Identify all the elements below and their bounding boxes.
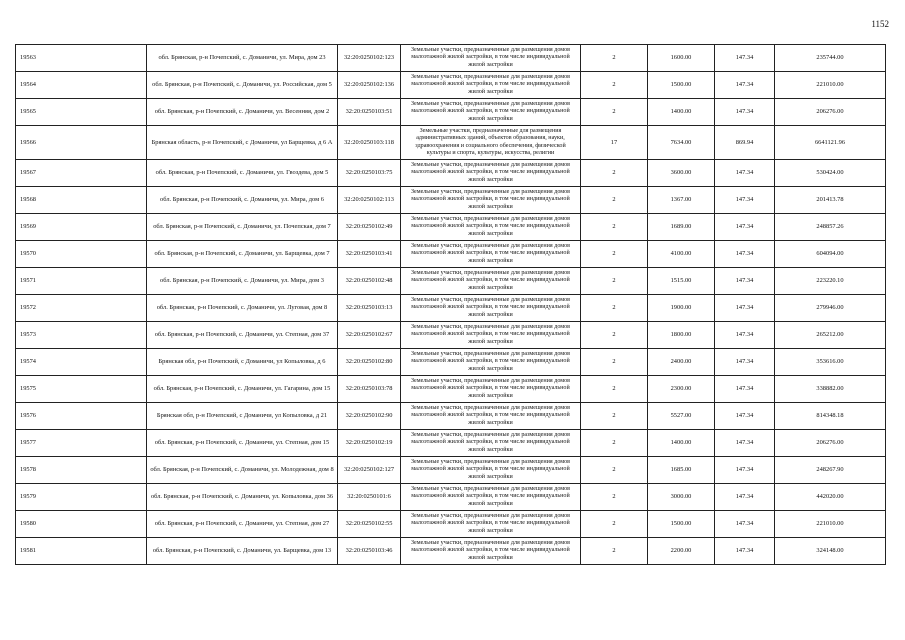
rate-cell: 147.34 [715, 457, 775, 484]
area-cell: 1500.00 [648, 511, 715, 538]
area-cell: 2200.00 [648, 538, 715, 565]
group-cell: 2 [581, 99, 648, 126]
table-row [16, 214, 886, 241]
cadastral-number-cell: 32:20:0250102:127 [338, 457, 401, 484]
area-cell: 3600.00 [648, 160, 715, 187]
cadastral-number-cell: 32:20:0250103:41 [338, 241, 401, 268]
cadastral-number-cell: 32:20:0250103:78 [338, 376, 401, 403]
group-cell: 2 [581, 376, 648, 403]
cadastral-number-cell: 32:20:0250101:6 [338, 484, 401, 511]
land-use-cell: Земельные участки, предназначенные для размещения домов малоэтажной жилой застройки, в том числе индивидуальной жилой застройки [401, 160, 581, 187]
table-row [16, 99, 886, 126]
group-cell: 2 [581, 160, 648, 187]
cadastral-value-cell: 324148.00 [775, 538, 886, 565]
group-cell: 2 [581, 295, 648, 322]
address-cell: обл. Брянская, р-н Почепский, с. Доманичи, ул. Луговая, дом 8 [147, 295, 338, 322]
cadastral-value-cell: 206276.00 [775, 99, 886, 126]
address-cell: обл. Брянская, р-н Почепский, с. Доманичи, ул. Почепская, дом 7 [147, 214, 338, 241]
group-cell: 2 [581, 538, 648, 565]
table-row [16, 403, 886, 430]
cadastral-value-cell: 235744.00 [775, 45, 886, 72]
land-use-cell: Земельные участки, предназначенные для размещения домов малоэтажной жилой застройки, в том числе индивидуальной жилой застройки [401, 187, 581, 214]
cadastral-number-cell: 32:20:0250102:55 [338, 511, 401, 538]
cadastral-value-cell: 223220.10 [775, 268, 886, 295]
group-cell: 2 [581, 72, 648, 99]
row-number-cell: 19564 [16, 72, 147, 99]
address-cell: обл. Брянская, р-н Почепский, с. Доманичи, ул. Мира, дом 23 [147, 45, 338, 72]
cadastral-value-cell: 530424.00 [775, 160, 886, 187]
rate-cell: 147.34 [715, 430, 775, 457]
cadastral-number-cell: 32:20:0250103:118 [338, 126, 401, 160]
address-cell: Брянская обл, р-н Почепский, с Доманичи, ул Копыловка, д 6 [147, 349, 338, 376]
rate-cell: 869.94 [715, 126, 775, 160]
table-row [16, 295, 886, 322]
rate-cell: 147.34 [715, 268, 775, 295]
table-row [16, 160, 886, 187]
cadastral-number-cell: 32:20:0250103:51 [338, 99, 401, 126]
group-cell: 2 [581, 484, 648, 511]
table-row [16, 126, 886, 160]
cadastral-value-cell: 442020.00 [775, 484, 886, 511]
land-use-cell: Земельные участки, предназначенные для размещения домов малоэтажной жилой застройки, в том числе индивидуальной жилой застройки [401, 45, 581, 72]
area-cell: 1900.00 [648, 295, 715, 322]
group-cell: 2 [581, 511, 648, 538]
group-cell: 2 [581, 45, 648, 72]
cadastral-number-cell: 32:20:0250103:75 [338, 160, 401, 187]
address-cell: обл. Брянская, р-н Почепский, с. Доманичи, ул. Мира, дом 3 [147, 268, 338, 295]
cadastral-number-cell: 32:20:0250102:48 [338, 268, 401, 295]
area-cell: 2400.00 [648, 349, 715, 376]
row-number-cell: 19565 [16, 99, 147, 126]
cadastral-value-cell: 814348.18 [775, 403, 886, 430]
area-cell: 5527.00 [648, 403, 715, 430]
cadastral-number-cell: 32:20:0250102:80 [338, 349, 401, 376]
cadastral-number-cell: 32:20:0250102:49 [338, 214, 401, 241]
table-row [16, 538, 886, 565]
area-cell: 1500.00 [648, 72, 715, 99]
address-cell: обл. Брянская, р-н Почепский, с. Доманичи, ул. Гагарина, дом 15 [147, 376, 338, 403]
rate-cell: 147.34 [715, 187, 775, 214]
row-number-cell: 19575 [16, 376, 147, 403]
area-cell: 1400.00 [648, 99, 715, 126]
cadastral-number-cell: 32:20:0250102:113 [338, 187, 401, 214]
address-cell: обл. Брянская, р-н Почепский, с. Доманичи, ул. Копыловка, дом 36 [147, 484, 338, 511]
table-row [16, 457, 886, 484]
address-cell: обл. Брянская, р-н Почепский, с. Доманичи, ул. Барщевка, дом 13 [147, 538, 338, 565]
area-cell: 4100.00 [648, 241, 715, 268]
row-number-cell: 19579 [16, 484, 147, 511]
rate-cell: 147.34 [715, 99, 775, 126]
group-cell: 2 [581, 403, 648, 430]
rate-cell: 147.34 [715, 538, 775, 565]
table-row [16, 187, 886, 214]
area-cell: 1367.00 [648, 187, 715, 214]
cadastral-value-cell: 353616.00 [775, 349, 886, 376]
area-cell: 1515.00 [648, 268, 715, 295]
land-use-cell: Земельные участки, предназначенные для размещения домов малоэтажной жилой застройки, в том числе индивидуальной жилой застройки [401, 457, 581, 484]
address-cell: обл. Брянская, р-н Почепский, с. Доманичи, ул. Барщевка, дом 7 [147, 241, 338, 268]
address-cell: обл. Брянская, р-н Почепский, с. Доманичи, ул. Гвоздева, дом 5 [147, 160, 338, 187]
group-cell: 2 [581, 241, 648, 268]
rate-cell: 147.34 [715, 349, 775, 376]
page-number: 1152 [871, 19, 889, 29]
land-use-cell: Земельные участки, предназначенные для размещения домов малоэтажной жилой застройки, в том числе индивидуальной жилой застройки [401, 295, 581, 322]
row-number-cell: 19569 [16, 214, 147, 241]
rate-cell: 147.34 [715, 403, 775, 430]
area-cell: 2300.00 [648, 376, 715, 403]
rate-cell: 147.34 [715, 484, 775, 511]
cadastral-value-cell: 221010.00 [775, 72, 886, 99]
table-row [16, 511, 886, 538]
row-number-cell: 19566 [16, 126, 147, 160]
land-use-cell: Земельные участки, предназначенные для размещения домов малоэтажной жилой застройки, в том числе индивидуальной жилой застройки [401, 99, 581, 126]
land-use-cell: Земельные участки, предназначенные для размещения домов малоэтажной жилой застройки, в том числе индивидуальной жилой застройки [401, 511, 581, 538]
land-use-cell: Земельные участки, предназначенные для размещения домов малоэтажной жилой застройки, в том числе индивидуальной жилой застройки [401, 349, 581, 376]
group-cell: 2 [581, 349, 648, 376]
row-number-cell: 19570 [16, 241, 147, 268]
group-cell: 2 [581, 430, 648, 457]
address-cell: обл. Брянская, р-н Почепский, с. Доманичи, ул. Степная, дом 37 [147, 322, 338, 349]
cadastral-value-cell: 338882.00 [775, 376, 886, 403]
land-use-cell: Земельные участки, предназначенные для размещения домов малоэтажной жилой застройки, в том числе индивидуальной жилой застройки [401, 376, 581, 403]
rate-cell: 147.34 [715, 160, 775, 187]
row-number-cell: 19580 [16, 511, 147, 538]
rate-cell: 147.34 [715, 322, 775, 349]
rate-cell: 147.34 [715, 241, 775, 268]
address-cell: Брянская область, р-н Почепский, с Доманичи, ул Барщевка, д 6 А [147, 126, 338, 160]
rate-cell: 147.34 [715, 214, 775, 241]
table-row [16, 241, 886, 268]
table-row [16, 322, 886, 349]
group-cell: 2 [581, 187, 648, 214]
cadastral-value-cell: 206276.00 [775, 430, 886, 457]
address-cell: Брянская обл, р-н Почепский, с Доманичи, ул Копыловка, д 21 [147, 403, 338, 430]
row-number-cell: 19567 [16, 160, 147, 187]
rate-cell: 147.34 [715, 376, 775, 403]
rate-cell: 147.34 [715, 45, 775, 72]
land-use-cell: Земельные участки, предназначенные для размещения домов малоэтажной жилой застройки, в том числе индивидуальной жилой застройки [401, 214, 581, 241]
cadastral-number-cell: 32:20:0250102:67 [338, 322, 401, 349]
cadastral-number-cell: 32:20:0250102:19 [338, 430, 401, 457]
cadastral-number-cell: 32:20:0250102:90 [338, 403, 401, 430]
area-cell: 1685.00 [648, 457, 715, 484]
land-use-cell: Земельные участки, предназначенные для размещения домов малоэтажной жилой застройки, в том числе индивидуальной жилой застройки [401, 322, 581, 349]
table-row [16, 430, 886, 457]
group-cell: 2 [581, 268, 648, 295]
cadastral-value-cell: 279946.00 [775, 295, 886, 322]
registry-body [16, 45, 886, 565]
table-row [16, 349, 886, 376]
row-number-cell: 19563 [16, 45, 147, 72]
row-number-cell: 19574 [16, 349, 147, 376]
rate-cell: 147.34 [715, 295, 775, 322]
cadastral-value-cell: 221010.00 [775, 511, 886, 538]
group-cell: 17 [581, 126, 648, 160]
cadastral-value-cell: 6641121.96 [775, 126, 886, 160]
address-cell: обл. Брянская, р-н Почепский, с. Доманичи, ул. Степная, дом 27 [147, 511, 338, 538]
address-cell: обл. Брянская, р-н Почепский, с. Доманичи, ул. Молодежная, дом 8 [147, 457, 338, 484]
group-cell: 2 [581, 457, 648, 484]
land-use-cell: Земельные участки, предназначенные для размещения домов малоэтажной жилой застройки, в том числе индивидуальной жилой застройки [401, 538, 581, 565]
land-use-cell: Земельные участки, предназначенные для размещения домов малоэтажной жилой застройки, в том числе индивидуальной жилой застройки [401, 403, 581, 430]
table-row [16, 72, 886, 99]
table-row [16, 45, 886, 72]
land-use-cell: Земельные участки, предназначенные для размещения домов малоэтажной жилой застройки, в том числе индивидуальной жилой застройки [401, 72, 581, 99]
row-number-cell: 19578 [16, 457, 147, 484]
cadastral-value-cell: 201413.78 [775, 187, 886, 214]
cadastral-number-cell: 32:20:0250103:13 [338, 295, 401, 322]
land-use-cell: Земельные участки, предназначенные для размещения домов малоэтажной жилой застройки, в том числе индивидуальной жилой застройки [401, 268, 581, 295]
address-cell: обл. Брянская, р-н Почепский, с. Доманичи, ул. Весенняя, дом 2 [147, 99, 338, 126]
group-cell: 2 [581, 322, 648, 349]
table-row [16, 376, 886, 403]
cadastral-number-cell: 32:20:0250102:123 [338, 45, 401, 72]
rate-cell: 147.34 [715, 511, 775, 538]
cadastral-number-cell: 32:20:0250102:136 [338, 72, 401, 99]
table-row [16, 268, 886, 295]
address-cell: обл. Брянская, р-н Почепский, с. Доманичи, ул. Мира, дом 6 [147, 187, 338, 214]
address-cell: обл. Брянская, р-н Почепский, с. Доманичи, ул. Степная, дом 15 [147, 430, 338, 457]
cadastral-value-cell: 248267.90 [775, 457, 886, 484]
address-cell: обл. Брянская, р-н Почепский, с. Доманичи, ул. Российская, дом 5 [147, 72, 338, 99]
area-cell: 1600.00 [648, 45, 715, 72]
table-row [16, 484, 886, 511]
cadastral-number-cell: 32:20:0250103:46 [338, 538, 401, 565]
area-cell: 1400.00 [648, 430, 715, 457]
land-use-cell: Земельные участки, предназначенные для размещения административных зданий, объектов образования, науки, здравоохранения и социального обеспечения, физической культуры и спорта, культуры, искусства, религии [401, 126, 581, 160]
row-number-cell: 19572 [16, 295, 147, 322]
registry-table [15, 44, 886, 565]
land-use-cell: Земельные участки, предназначенные для размещения домов малоэтажной жилой застройки, в том числе индивидуальной жилой застройки [401, 430, 581, 457]
area-cell: 3000.00 [648, 484, 715, 511]
cadastral-value-cell: 265212.00 [775, 322, 886, 349]
group-cell: 2 [581, 214, 648, 241]
cadastral-value-cell: 604094.00 [775, 241, 886, 268]
row-number-cell: 19576 [16, 403, 147, 430]
row-number-cell: 19577 [16, 430, 147, 457]
row-number-cell: 19573 [16, 322, 147, 349]
row-number-cell: 19581 [16, 538, 147, 565]
land-use-cell: Земельные участки, предназначенные для размещения домов малоэтажной жилой застройки, в том числе индивидуальной жилой застройки [401, 484, 581, 511]
row-number-cell: 19571 [16, 268, 147, 295]
area-cell: 1800.00 [648, 322, 715, 349]
land-use-cell: Земельные участки, предназначенные для размещения домов малоэтажной жилой застройки, в том числе индивидуальной жилой застройки [401, 241, 581, 268]
row-number-cell: 19568 [16, 187, 147, 214]
rate-cell: 147.34 [715, 72, 775, 99]
cadastral-value-cell: 248857.26 [775, 214, 886, 241]
area-cell: 1689.00 [648, 214, 715, 241]
area-cell: 7634.00 [648, 126, 715, 160]
